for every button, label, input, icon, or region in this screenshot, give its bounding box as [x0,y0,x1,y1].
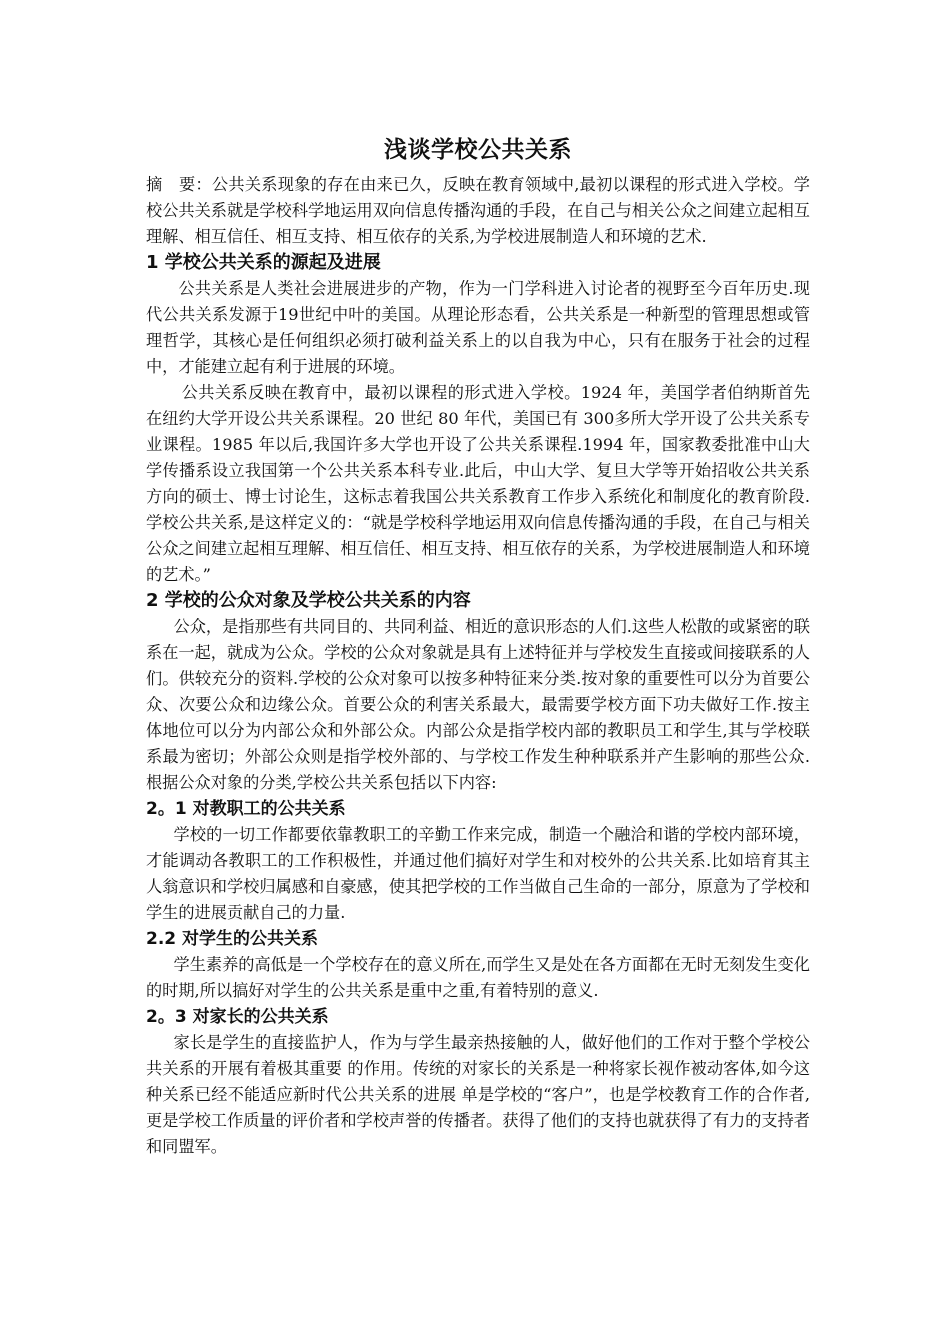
document-title: 浅谈学校公共关系 [384,137,572,163]
body-paragraph: 学校的一切工作都要依靠教职工的辛勤工作来完成，制造一个融洽和谐的学校内部环境，才能调动各教职工的工作积极性，并通过他们搞好对学生和对校外的公共关系.比如培育其主人翁意识和学校归属感和自豪感，使其把学校的工作当做自己生命的一部分，原意为了学校和学生的进展贡献自己的力量. [146,825,810,922]
body-paragraph: 家长是学生的直接监护人，作为与学生最亲热接触的人，做好他们的工作对于整个学校公共关系的开展有着极其重要 的作用。传统的对家长的关系是一种将家长视作被动客体,如今这种关系已经不能适应新时代公共关系的进展 单是学校的“客户”，也是学校教育工作的合作者,更是学校工作质量的评价者和学校声誉的传播者。获得了他们的支持也就获得了有力的支持者和同盟军。 [146,1033,810,1156]
body-paragraph: 学生素养的高低是一个学校存在的意义所在,而学生又是处在各方面都在无时无刻发生变化的时期,所以搞好对学生的公共关系是重中之重,有着特别的意义. [146,955,810,1000]
body-paragraph: 公众，是指那些有共同目的、共同利益、相近的意识形态的人们.这些人松散的或紧密的联系在一起，就成为公众。学校的公众对象就是具有上述特征并与学校发生直接或间接联系的人们。供较充分的资料.学校的公众对象可以按多种特征来分类.按对象的重要性可以分为首要公众、次要公众和边缘公众。首要公众的利害关系最大，最需要学校方面下功夫做好工作.按主体地位可以分为内部公众和外部公众。内部公众是指学校内部的教职员工和学生,其与学校联系最为密切；外部公众则是指学校外部的、与学校工作发生种种联系并产生影响的那些公众.根据公众对象的分类,学校公共关系包括以下内容: [146,617,810,792]
document-page [146,128,810,1160]
abstract-paragraph: 摘 要：公共关系现象的存在由来已久，反映在教育领域中,最初以课程的形式进入学校。学校公共关系就是学校科学地运用双向信息传播沟通的手段，在自己与相关公众之间建立起相互理解、相互信任、相互支持、相互依存的关系,为学校进展制造人和环境的艺术. [146,175,810,246]
subsection-heading: 2。1 对教职工的公共关系 [146,799,346,819]
body-paragraph: 公共关系反映在教育中，最初以课程的形式进入学校。1924 年，美国学者伯纳斯首先在纽约大学开设公共关系课程。20 世纪 80 年代，美国已有 300多所大学开设了公共关系专业课程。1985 年以后,我国许多大学也开设了公共关系课程.1994 年，国家教委批准中山大学传播系设立我国第一个公共关系本科专业.此后，中山大学、复旦大学等开始招收公共关系方向的硕士、博士讨论生，这标志着我国公共关系教育工作步入系统化和制度化的教育阶段.学校公共关系,是这样定义的：“就是学校科学地运用双向信息传播沟通的手段，在自己与相关公众之间建立起相互理解、相互信任、相互支持、相互依存的关系，为学校进展制造人和环境的艺术。” [146,383,810,584]
section-heading: 1 学校公共关系的源起及进展 [146,252,381,273]
section-heading: 2 学校的公众对象及学校公共关系的内容 [146,590,471,611]
subsection-heading: 2.2 对学生的公共关系 [146,929,319,949]
subsection-heading: 2。3 对家长的公共关系 [146,1007,329,1027]
body-paragraph: 公共关系是人类社会进展进步的产物，作为一门学科进入讨论者的视野至今百年历史.现代公共关系发源于19世纪中叶的美国。从理论形态看，公共关系是一种新型的管理思想或管理哲学，其核心是任何组织必须打破利益关系上的以自我为中心，只有在服务于社会的过程中，才能建立起有利于进展的环境。 [146,279,810,376]
